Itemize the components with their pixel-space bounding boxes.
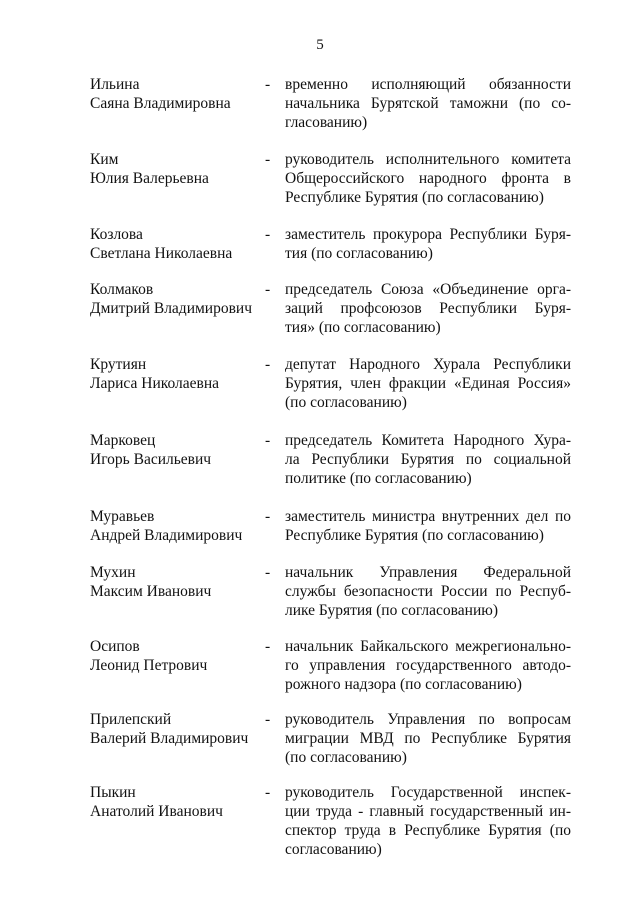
member-surname: Козлова	[90, 226, 143, 243]
member-entry	[90, 355, 572, 412]
position-line: начальник Управления Федеральной	[285, 564, 571, 581]
member-given-names: Андрей Владимирович	[90, 527, 243, 544]
member-name	[90, 563, 265, 601]
member-position	[285, 637, 571, 694]
member-position	[285, 563, 571, 620]
member-given-names: Игорь Васильевич	[90, 451, 212, 468]
separator-dash: -	[265, 638, 271, 655]
position-line: службы безопасности России по Респуб-	[285, 583, 571, 600]
position-line: временно исполняющий обязанности	[285, 76, 571, 93]
position-line: рожного надзора (по согласованию)	[285, 676, 522, 693]
member-position	[285, 75, 571, 132]
position-line: ции труда - главный государственный ин-	[285, 803, 571, 820]
position-line: заместитель министра внутренних дел по	[285, 508, 571, 525]
member-entry	[90, 507, 572, 545]
member-given-names: Максим Иванович	[90, 583, 212, 600]
member-entry	[90, 225, 572, 263]
member-name	[90, 150, 265, 188]
separator-dash: -	[265, 281, 271, 298]
position-line: Бурятия, член фракции «Единая Россия»	[285, 375, 571, 392]
position-line: ла Республики Бурятия по социальной	[285, 451, 571, 468]
position-line: руководитель Государственной инспек-	[285, 784, 571, 801]
member-surname: Колмаков	[90, 281, 154, 298]
position-line: тия» (по согласованию)	[285, 319, 441, 336]
position-line: Республике Бурятия (по согласованию)	[285, 189, 544, 206]
separator-dash: -	[265, 508, 271, 525]
position-line: миграции МВД по Республике Бурятия	[285, 730, 571, 747]
member-given-names: Саяна Владимировна	[90, 95, 231, 112]
position-line: гласованию)	[285, 114, 368, 131]
position-line: руководитель Управления по вопросам	[285, 711, 571, 728]
member-name	[90, 225, 265, 263]
member-entry	[90, 431, 572, 488]
member-surname: Пыкин	[90, 784, 136, 801]
member-surname: Крутиян	[90, 356, 147, 373]
position-line: (по согласованию)	[285, 394, 407, 411]
member-entry	[90, 710, 572, 767]
member-surname: Осипов	[90, 638, 140, 655]
member-position	[285, 783, 571, 859]
position-line: председатель Комитета Народного Хура-	[285, 432, 571, 449]
position-line: начальник Байкальского межрегионально-	[285, 638, 571, 655]
position-line: согласованию)	[285, 841, 382, 858]
separator-dash: -	[265, 784, 271, 801]
member-position	[285, 225, 571, 263]
member-name	[90, 783, 265, 821]
separator-dash: -	[265, 151, 271, 168]
member-name	[90, 507, 265, 545]
separator-dash: -	[265, 432, 271, 449]
member-given-names: Леонид Петрович	[90, 657, 208, 674]
position-line: го управления государственного автодо-	[285, 657, 571, 674]
member-name	[90, 75, 265, 113]
separator-dash: -	[265, 76, 271, 93]
member-surname: Ильина	[90, 76, 140, 93]
separator-dash: -	[265, 356, 271, 373]
position-line: тия (по согласованию)	[285, 245, 433, 262]
member-entry	[90, 150, 572, 207]
position-line: депутат Народного Хурала Республики	[285, 356, 571, 373]
member-given-names: Юлия Валерьевна	[90, 170, 209, 187]
separator-dash: -	[265, 564, 271, 581]
separator-dash: -	[265, 711, 271, 728]
position-line: начальника Бурятской таможни (по со-	[285, 95, 571, 112]
member-name	[90, 280, 265, 318]
position-line: (по согласованию)	[285, 749, 407, 766]
member-name	[90, 431, 265, 469]
position-line: Общероссийского народного фронта в	[285, 170, 571, 187]
member-surname: Ким	[90, 151, 119, 168]
member-surname: Муравьев	[90, 508, 155, 525]
member-position	[285, 150, 571, 207]
member-entry	[90, 563, 572, 620]
member-given-names: Валерий Владимирович	[90, 730, 249, 747]
member-surname: Мухин	[90, 564, 136, 581]
page-number: 5	[316, 37, 324, 53]
position-line: заций профсоюзов Республики Буря-	[285, 300, 571, 317]
member-position	[285, 710, 571, 767]
position-line: политике (по согласованию)	[285, 470, 472, 487]
position-line: лике Бурятия (по согласованию)	[285, 602, 498, 619]
member-name	[90, 637, 265, 675]
member-name	[90, 355, 265, 393]
member-entry	[90, 783, 572, 859]
member-position	[285, 280, 571, 337]
member-given-names: Дмитрий Владимирович	[90, 300, 253, 317]
member-given-names: Лариса Николаевна	[90, 375, 220, 392]
member-surname: Марковец	[90, 432, 156, 449]
position-line: спектор труда в Республике Бурятия (по	[285, 822, 571, 839]
member-given-names: Светлана Николаевна	[90, 245, 233, 262]
position-line: Республике Бурятия (по согласованию)	[285, 527, 544, 544]
member-position	[285, 431, 571, 488]
member-surname: Прилепский	[90, 711, 172, 728]
separator-dash: -	[265, 226, 271, 243]
member-name	[90, 710, 265, 748]
position-line: заместитель прокурора Республики Буря-	[285, 226, 571, 243]
member-entry	[90, 637, 572, 694]
member-given-names: Анатолий Иванович	[90, 803, 223, 820]
member-position	[285, 507, 571, 545]
member-position	[285, 355, 571, 412]
position-line: руководитель исполнительного комитета	[285, 151, 571, 168]
member-entry	[90, 75, 572, 132]
member-entry	[90, 280, 572, 337]
members-list	[90, 75, 572, 859]
position-line: председатель Союза «Объединение орга-	[285, 281, 571, 298]
